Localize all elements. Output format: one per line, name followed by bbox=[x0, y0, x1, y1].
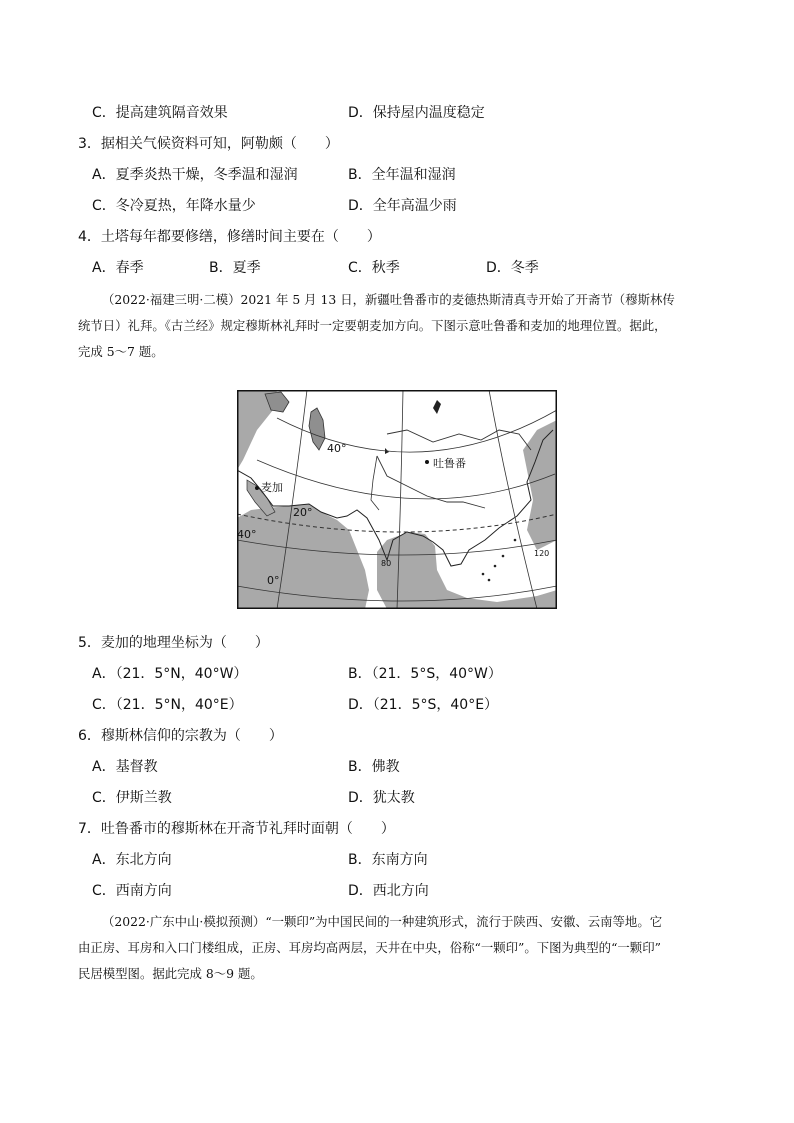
map-turpan-mecca bbox=[237, 390, 557, 609]
question-5-stem: 5．麦加的地理坐标为（ ） bbox=[78, 635, 269, 651]
passage-line: 民居模型图。据此完成 8～9 题。 bbox=[78, 966, 263, 981]
island-mark bbox=[494, 565, 497, 568]
label-20n: 20° bbox=[293, 506, 313, 519]
island-mark bbox=[482, 573, 485, 576]
label-equator: 0° bbox=[267, 574, 280, 587]
passage-line: （2022·福建三明·二模）2021 年 5 月 13 日，新疆吐鲁番市的麦德热斯清真寺开始了开斋节（穆斯林传 bbox=[102, 292, 675, 307]
option-c[interactable]: C．冬冷夏热，年降水量少 bbox=[92, 198, 256, 214]
island-mark bbox=[502, 555, 505, 558]
turpan-point bbox=[425, 460, 429, 464]
passage-8-9 bbox=[78, 909, 723, 987]
mecca-point bbox=[255, 486, 259, 490]
option-b[interactable]: B．夏季 bbox=[209, 260, 261, 276]
option-c[interactable]: C．西南方向 bbox=[92, 883, 172, 899]
passage-line: 完成 5～7 题。 bbox=[78, 344, 164, 359]
option-a[interactable]: A．基督教 bbox=[92, 759, 158, 775]
option-a[interactable]: A．春季 bbox=[92, 260, 144, 276]
question-4-stem: 4．土塔每年都要修缮，修缮时间主要在（ ） bbox=[78, 229, 381, 245]
option-d[interactable]: D．（21．5°S，40°E） bbox=[348, 697, 499, 713]
option-a[interactable]: A．东北方向 bbox=[92, 852, 172, 868]
option-a[interactable]: A．夏季炎热干燥，冬季温和湿润 bbox=[92, 167, 298, 183]
passage-line: （2022·广东中山·模拟预测）“一颗印”为中国民间的一种建筑形式，流行于陕西、安徽、云南等地。它 bbox=[102, 914, 663, 929]
question-6-stem: 6．穆斯林信仰的宗教为（ ） bbox=[78, 728, 283, 744]
label-80: 80 bbox=[381, 559, 392, 568]
option-d[interactable]: D．全年高温少雨 bbox=[348, 198, 457, 214]
option-a[interactable]: A．（21．5°N，40°W） bbox=[92, 666, 248, 682]
question-3-stem: 3．据相关气候资料可知，阿勒颇（ ） bbox=[78, 136, 339, 152]
label-mecca: 麦加 bbox=[261, 481, 283, 494]
passage-line: 统节日）礼拜。《古兰经》规定穆斯林礼拜时一定要朝麦加方向。下图示意吐鲁番和麦加的地理位置。据此， bbox=[78, 318, 667, 333]
option-c[interactable]: C．秋季 bbox=[348, 260, 400, 276]
option-c[interactable]: C．提高建筑隔音效果 bbox=[92, 105, 228, 121]
passage-line: 由正房、耳房和入口门楼组成，正房、耳房均高两层，天井在中央，俗称“一颗印”。下图为典型的“一颗印” bbox=[78, 940, 661, 955]
question-7-stem: 7．吐鲁番市的穆斯林在开斋节礼拜时面朝（ ） bbox=[78, 821, 395, 837]
island-mark bbox=[488, 579, 491, 582]
label-40n: 40° bbox=[327, 442, 347, 455]
option-b[interactable]: B．佛教 bbox=[348, 759, 400, 775]
passage-5-7 bbox=[78, 287, 723, 365]
option-b[interactable]: B．东南方向 bbox=[348, 852, 428, 868]
option-d[interactable]: D．冬季 bbox=[486, 260, 539, 276]
option-b[interactable]: B．（21．5°S，40°W） bbox=[348, 666, 502, 682]
option-c[interactable]: C．（21．5°N，40°E） bbox=[92, 697, 243, 713]
island-mark bbox=[514, 539, 517, 542]
option-d[interactable]: D．保持屋内温度稳定 bbox=[348, 105, 485, 121]
label-120: 120 bbox=[534, 549, 550, 558]
label-turpan: 吐鲁番 bbox=[433, 457, 466, 470]
option-d[interactable]: D．西北方向 bbox=[348, 883, 429, 899]
option-d[interactable]: D．犹太教 bbox=[348, 790, 415, 806]
option-c[interactable]: C．伊斯兰教 bbox=[92, 790, 172, 806]
option-b[interactable]: B．全年温和湿润 bbox=[348, 167, 456, 183]
label-40e: 40° bbox=[237, 528, 257, 541]
